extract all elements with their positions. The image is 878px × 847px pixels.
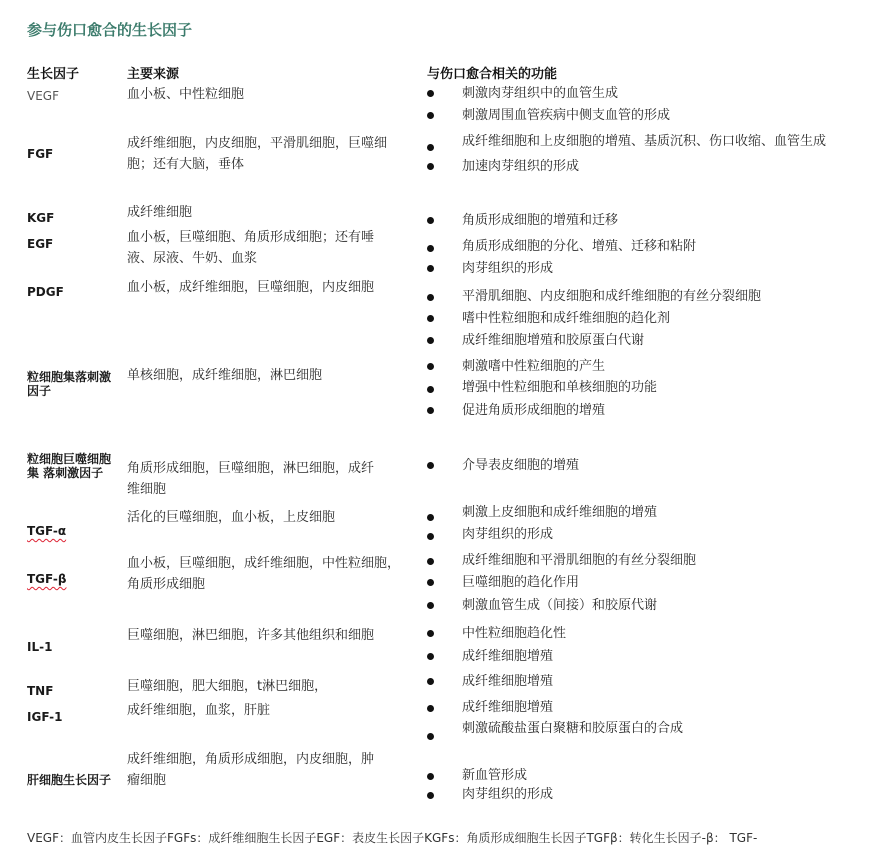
source-tgf-alpha: 活化的巨噬细胞，血小板，上皮细胞: [127, 510, 336, 525]
footnote: VEGF：血管内皮生长因子FGFs：成纤维细胞生长因子EGF：表皮生长因子KGFs：角质形成细胞生长因子TGFβ：转化生长因子-β： TGF-: [27, 831, 758, 845]
bullet: [427, 558, 434, 565]
bullet: [427, 678, 434, 685]
function-item: 介导表皮细胞的增殖: [462, 458, 580, 473]
factor-tgf-alpha: TGF-α: [27, 524, 67, 538]
bullet: [427, 294, 434, 301]
header-factor: 生长因子: [27, 67, 80, 82]
bullet: [427, 386, 434, 393]
bullet: [427, 733, 434, 740]
bullet: [427, 144, 434, 151]
function-item: 新血管形成: [462, 768, 528, 783]
function-item: 成纤维细胞和上皮细胞的增殖、基质沉积、伤口收缩、血管生成: [462, 134, 827, 149]
source-fgf: 成纤维细胞，内皮细胞，平滑肌细胞，巨噬细胞；还有大脑，垂体: [127, 136, 388, 172]
bullet: [427, 217, 434, 224]
bullet: [427, 112, 434, 119]
source-tnf: 巨噬细胞，肥大细胞，t淋巴细胞，: [127, 679, 328, 694]
bullet: [427, 265, 434, 272]
bullet: [427, 245, 434, 252]
function-item: 刺激血管生成（间接）和胶原代谢: [462, 598, 658, 613]
bullet: [427, 792, 434, 799]
function-item: 中性粒细胞趋化性: [462, 626, 567, 641]
function-item: 成纤维细胞和平滑肌细胞的有丝分裂细胞: [462, 553, 697, 568]
function-item: 刺激上皮细胞和成纤维细胞的增殖: [462, 505, 658, 520]
factor-fgf: FGF: [27, 147, 54, 161]
bullet: [427, 579, 434, 586]
function-item: 角质形成细胞的分化、增殖、迁移和粘附: [462, 239, 697, 254]
function-item: 促进角质形成细胞的增殖: [462, 403, 606, 418]
bullet: [427, 363, 434, 370]
factor-il1: IL-1: [27, 640, 53, 654]
function-item: 平滑肌细胞、内皮细胞和成纤维细胞的有丝分裂细胞: [462, 289, 762, 304]
bullet: [427, 653, 434, 660]
function-item: 刺激肉芽组织中的血管生成: [462, 86, 619, 101]
source-igf1: 成纤维细胞，血浆，肝脏: [127, 703, 271, 718]
bullet: [427, 462, 434, 469]
function-item: 成纤维细胞增殖: [462, 700, 554, 715]
factor-pdgf: PDGF: [27, 285, 64, 299]
page-title: 参与伤口愈合的生长因子: [27, 21, 193, 39]
function-item: 成纤维细胞增殖: [462, 674, 554, 689]
function-item: 嗜中性粒细胞和成纤维细胞的趋化剂: [462, 311, 671, 326]
factor-egf: EGF: [27, 237, 54, 251]
factor-tnf: TNF: [27, 684, 54, 698]
source-gcsf: 单核细胞，成纤维细胞，淋巴细胞: [127, 368, 323, 383]
function-item: 成纤维细胞增殖和胶原蛋白代谢: [462, 333, 645, 348]
factor-igf1: IGF-1: [27, 710, 63, 724]
source-gmcsf: 角质形成细胞，巨噬细胞，淋巴细胞，成纤维细胞: [127, 461, 375, 497]
factor-gmcsf: 粒细胞巨噬细胞集 落刺激因子: [27, 452, 112, 480]
factor-hgf: 肝细胞生长因子: [27, 773, 112, 787]
bullet: [427, 337, 434, 344]
function-item: 肉芽组织的形成: [462, 527, 554, 542]
function-item: 巨噬细胞的趋化作用: [462, 575, 580, 590]
function-item: 肉芽组织的形成: [462, 787, 554, 802]
function-item: 刺激周围血管疾病中侧支血管的形成: [462, 108, 671, 123]
source-il1: 巨噬细胞，淋巴细胞，许多其他组织和细胞: [127, 628, 375, 643]
source-egf: 血小板，巨噬细胞、角质形成细胞；还有唾液、尿液、牛奶、血浆: [127, 230, 375, 266]
header-function: 与伤口愈合相关的功能: [427, 67, 558, 82]
source-kgf: 成纤维细胞: [127, 205, 193, 220]
header-source: 主要来源: [127, 67, 180, 82]
factor-kgf: KGF: [27, 211, 55, 225]
bullet: [427, 705, 434, 712]
bullet: [427, 533, 434, 540]
source-vegf: 血小板、中性粒细胞: [127, 87, 245, 102]
bullet: [427, 514, 434, 521]
factor-tgf-beta: TGF-β: [27, 572, 67, 586]
bullet: [427, 630, 434, 637]
bullet: [427, 315, 434, 322]
source-hgf: 成纤维细胞，角质形成细胞，内皮细胞，肿瘤细胞: [127, 752, 375, 788]
bullet: [427, 773, 434, 780]
function-item: 成纤维细胞增殖: [462, 649, 554, 664]
bullet: [427, 407, 434, 414]
bullet: [427, 90, 434, 97]
bullet: [427, 163, 434, 170]
function-item: 刺激硫酸盐蛋白聚糖和胶原蛋白的合成: [462, 721, 684, 736]
factor-gcsf: 粒细胞集落刺激因子: [27, 370, 112, 398]
function-item: 刺激嗜中性粒细胞的产生: [462, 359, 606, 374]
function-item: 角质形成细胞的增殖和迁移: [462, 213, 619, 228]
function-item: 增强中性粒细胞和单核细胞的功能: [462, 380, 658, 395]
function-item: 肉芽组织的形成: [462, 261, 554, 276]
factor-vegf: VEGF: [27, 89, 59, 103]
source-tgf-beta: 血小板，巨噬细胞，成纤维细胞，中性粒细胞， 角质形成细胞: [127, 556, 401, 592]
function-item: 加速肉芽组织的形成: [462, 159, 580, 174]
source-pdgf: 血小板，成纤维细胞，巨噬细胞，内皮细胞: [127, 280, 375, 295]
bullet: [427, 602, 434, 609]
